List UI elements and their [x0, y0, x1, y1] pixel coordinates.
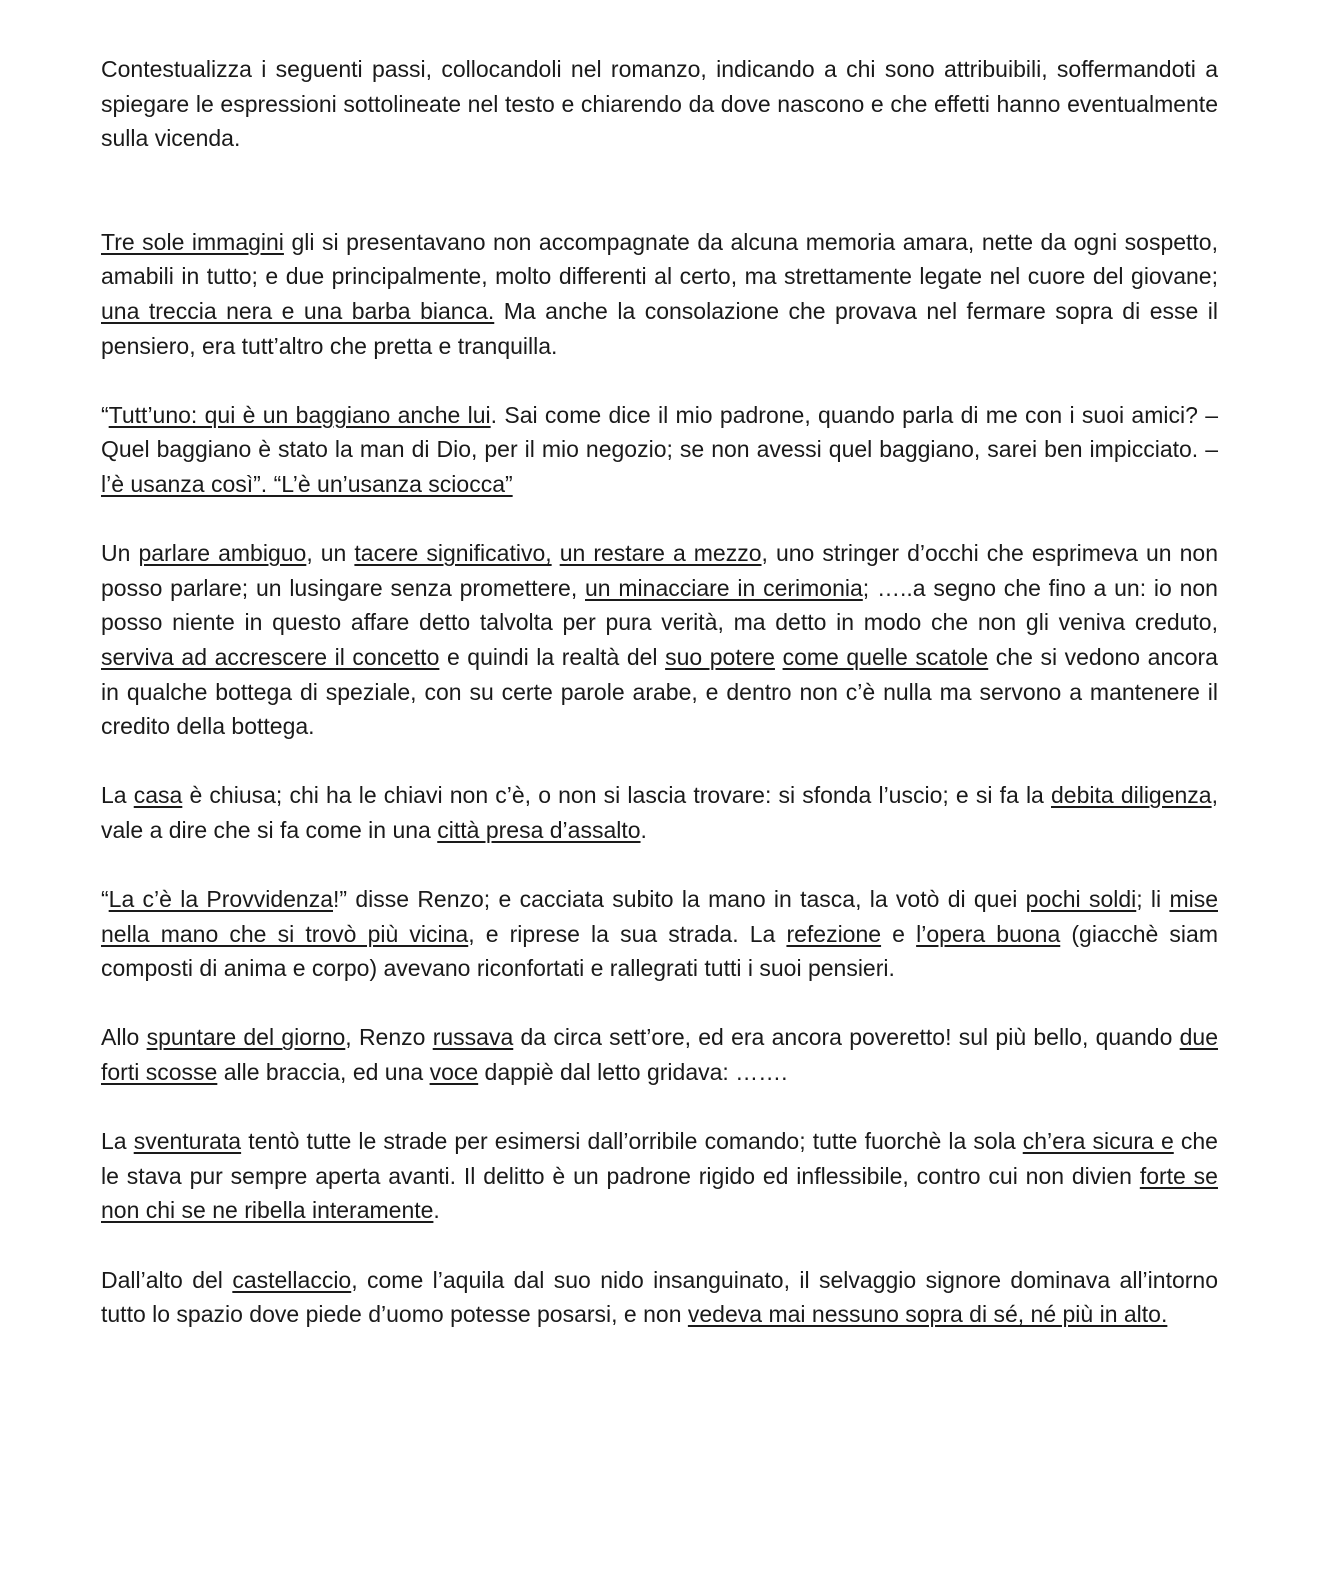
passage-text: ; li	[1136, 886, 1170, 913]
underlined-expression: casa	[133, 782, 183, 809]
underlined-expression: Tre sole immagini	[101, 228, 284, 255]
passage-paragraph	[101, 398, 1218, 502]
underlined-expression: Tutt’uno: qui è un baggiano anche lui	[108, 401, 491, 428]
passage-paragraph	[101, 1020, 1218, 1089]
underlined-expression: tacere significativo,	[354, 540, 552, 567]
passage-text: ; …..a segno che fino a un: io non posso niente in questo affare detto talvolta per pura verità, ma detto in modo che non gli veniva creduto,	[101, 574, 1218, 636]
underlined-expression: serviva ad accrescere il concetto	[101, 643, 440, 670]
underlined-expression: ch’era sicura e	[1022, 1128, 1174, 1155]
passage-text: che si vedono ancora in qualche bottega di speziale, con su certe parole arabe, e dentro non c’è nulla ma servono a mantenere il credito della bottega.	[101, 643, 1218, 740]
passage-text: che le stava pur sempre aperta avanti. Il delitto è un padrone rigido ed inflessibile, contro cui non divien	[101, 1128, 1218, 1189]
passage-paragraph	[101, 778, 1218, 847]
passage-text: gli si presentavano non accompagnate da alcuna memoria amara, nette da ogni sospetto, amabili in tutto; e due principalmente, molto differenti al certo, ma strettamente legate nel cuore del giovane;	[101, 228, 1218, 290]
passage-text: “	[101, 886, 109, 913]
passage-paragraph	[101, 1263, 1218, 1332]
underlined-expression: La c’è la Provvidenza	[108, 886, 333, 913]
underlined-expression: russava	[432, 1024, 514, 1051]
passage-text: Dall’alto del	[101, 1266, 233, 1293]
passage-text: Ma anche la consolazione che provava nel fermare sopra di esse il pensiero, era tutt’altro che pretta e tranquilla.	[101, 297, 1218, 359]
underlined-expression: città presa d’assalto	[437, 816, 641, 843]
passage-paragraph	[101, 536, 1218, 744]
underlined-expression: forte se non chi se ne ribella interamente	[101, 1162, 1218, 1224]
underlined-expression: spuntare del giorno	[146, 1024, 346, 1051]
underlined-expression: parlare ambiguo	[138, 540, 307, 567]
passage-text: . Sai come dice il mio padrone, quando parla di me con i suoi amici? – Quel baggiano è stato la man di Dio, per il mio negozio; se non avessi quel baggiano, sarei ben impicciato. –	[101, 401, 1218, 463]
passage-text: , uno stringer d’occhi che esprimeva un non posso parlare; un lusingare senza promettere,	[101, 540, 1218, 601]
passage-text: !” disse Renzo; e cacciata subito la mano in tasca, la votò di quei	[333, 886, 1026, 913]
passage-paragraph	[101, 1124, 1218, 1228]
underlined-expression: suo potere	[665, 643, 775, 670]
passage-paragraph	[101, 225, 1218, 363]
passage-text: Allo	[101, 1024, 147, 1051]
underlined-expression: voce	[429, 1059, 479, 1086]
passage-text: , come l’aquila dal suo nido insanguinato, il selvaggio signore dominava all’intorno tutto lo spazio dove piede d’uomo potesse posarsi, e non	[101, 1266, 1218, 1328]
passage-text: La	[101, 1128, 134, 1155]
passage-text: , un	[306, 540, 355, 567]
passage-text: La	[101, 782, 134, 809]
underlined-expression: pochi soldi	[1025, 886, 1137, 913]
passage-text: Un	[101, 540, 139, 567]
passage-text: “	[101, 401, 109, 428]
passages-list	[101, 225, 1218, 1332]
document-page	[101, 52, 1218, 1366]
underlined-expression: un restare a mezzo	[559, 540, 762, 567]
passage-text	[775, 644, 783, 670]
underlined-expression: castellaccio	[232, 1266, 352, 1293]
passage-text: alle braccia, ed una	[217, 1059, 430, 1086]
passage-text: dappiè dal letto gridava: …….	[478, 1059, 788, 1086]
underlined-expression: mise nella mano che si trovò più vicina	[101, 886, 1218, 947]
passage-text: tentò tutte le strade per esimersi dall’orribile comando; tutte fuorchè la sola	[241, 1128, 1023, 1155]
passage-text: , vale a dire che si fa come in una	[101, 782, 1218, 843]
instructions-paragraph: Contestualizza i seguenti passi, collocandoli nel romanzo, indicando a chi sono attribuibili, soffermandoti a spiegare le espressioni sottolineate nel testo e chiarendo da dove nascono e che effetti hanno eventualmente sulla vicenda.	[101, 56, 1218, 152]
underlined-expression: refezione	[786, 920, 882, 947]
passage-text: da circa sett’ore, ed era ancora poveretto! sul più bello, quando	[513, 1024, 1180, 1051]
underlined-expression: due forti scosse	[101, 1024, 1219, 1086]
passage-text: .	[433, 1197, 440, 1224]
passage-text: e	[881, 920, 917, 947]
underlined-expression: l’è usanza così”. “L’è un’usanza sciocca”	[101, 470, 513, 497]
passage-text: è chiusa; chi ha le chiavi non c’è, o non si lascia trovare: si sfonda l’uscio; e si fa la	[182, 782, 1051, 809]
passage-paragraph	[101, 882, 1218, 986]
underlined-expression: un minacciare in cerimonia	[585, 574, 863, 601]
underlined-expression: vedeva mai nessuno sopra di sé, né più in alto.	[687, 1301, 1168, 1328]
underlined-expression: l’opera buona	[916, 920, 1061, 947]
passage-text: e quindi la realtà del	[439, 643, 666, 670]
passage-text: , e riprese la sua strada. La	[468, 920, 787, 947]
underlined-expression: una treccia nera e una barba bianca.	[101, 297, 495, 324]
underlined-expression: debita diligenza	[1051, 782, 1212, 809]
passage-text: , Renzo	[345, 1024, 433, 1051]
passage-text: .	[640, 816, 647, 843]
underlined-expression: sventurata	[133, 1128, 242, 1155]
passage-text	[552, 540, 560, 566]
passage-text: (giacchè siam composti di anima e corpo) avevano riconfortati e rallegrati tutti i suoi pensieri.	[101, 920, 1218, 982]
underlined-expression: come quelle scatole	[782, 643, 989, 670]
